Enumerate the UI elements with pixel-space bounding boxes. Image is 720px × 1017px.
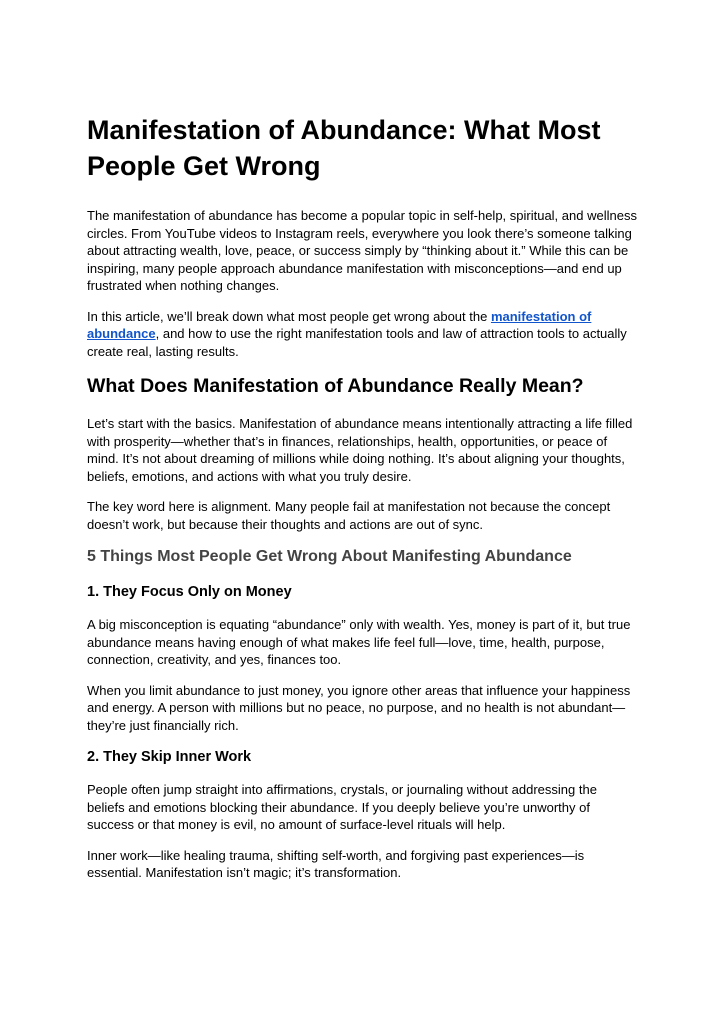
subheading-focus-money: 1. They Focus Only on Money — [87, 584, 292, 600]
intro-paragraph-2 — [87, 308, 637, 361]
document-page — [87, 112, 637, 895]
intro-paragraph-1: The manifestation of abundance has become a popular topic in self-help, spiritual, and wellness circles. From YouTube videos to Instagram reels, everywhere you look there’s someone talking about attracting wealth, love, peace, or success simply by “thinking about it.” While this can be inspiring, many people approach abundance manifestation with misconceptions—and end up frustrated when nothing changes. — [87, 208, 637, 293]
intro-text-before-link: In this article, we’ll break down what most people get wrong about the — [87, 308, 491, 324]
intro-text-after-link: , and how to use the right manifestation tools and law of attraction tools to actually create real, lasting results. — [87, 326, 627, 359]
meaning-paragraph-1: Let’s start with the basics. Manifestation of abundance means intentionally attracting a life filled with prosperity—whether that’s in finances, relationships, health, opportunities, or peace of mind. It’s not about dreaming of millions while doing nothing. It’s about aligning your thoughts, beliefs, emotions, and actions with what you truly desire. — [87, 416, 633, 484]
meaning-paragraph-2: The key word here is alignment. Many people fail at manifestation not because the concept doesn’t work, but because their thoughts and actions are out of sync. — [87, 499, 611, 532]
page-title: Manifestation of Abundance: What Most People Get Wrong — [87, 115, 601, 181]
inner-work-paragraph-1: People often jump straight into affirmations, crystals, or journaling without addressing the beliefs and emotions blocking their abundance. If you deeply believe you’re unworthy of success or that money is evil, no amount of surface-level rituals will help. — [87, 782, 597, 832]
money-paragraph-2: When you limit abundance to just money, you ignore other areas that influence your happiness and energy. A person with millions but no peace, no purpose, and no health is not abundant—they’re just financially rich. — [87, 682, 631, 733]
section-heading-meaning: What Does Manifestation of Abundance Really Mean? — [87, 375, 584, 397]
subheading-inner-work: 2. They Skip Inner Work — [87, 749, 252, 765]
money-paragraph-1: A big misconception is equating “abundance” only with wealth. Yes, money is part of it, but true abundance means having enough of what makes life feel full—love, time, health, purpose, connection, creativity, and yes, finances too. — [87, 617, 631, 667]
inner-work-paragraph-2: Inner work—like healing trauma, shifting self-worth, and forgiving past experiences—is essential. Manifestation isn’t magic; it’s transformation. — [87, 847, 585, 880]
section-heading-mistakes: 5 Things Most People Get Wrong About Manifesting Abundance — [87, 548, 572, 565]
manifestation-of-abundance-link[interactable]: manifestation of abundance — [87, 308, 592, 341]
